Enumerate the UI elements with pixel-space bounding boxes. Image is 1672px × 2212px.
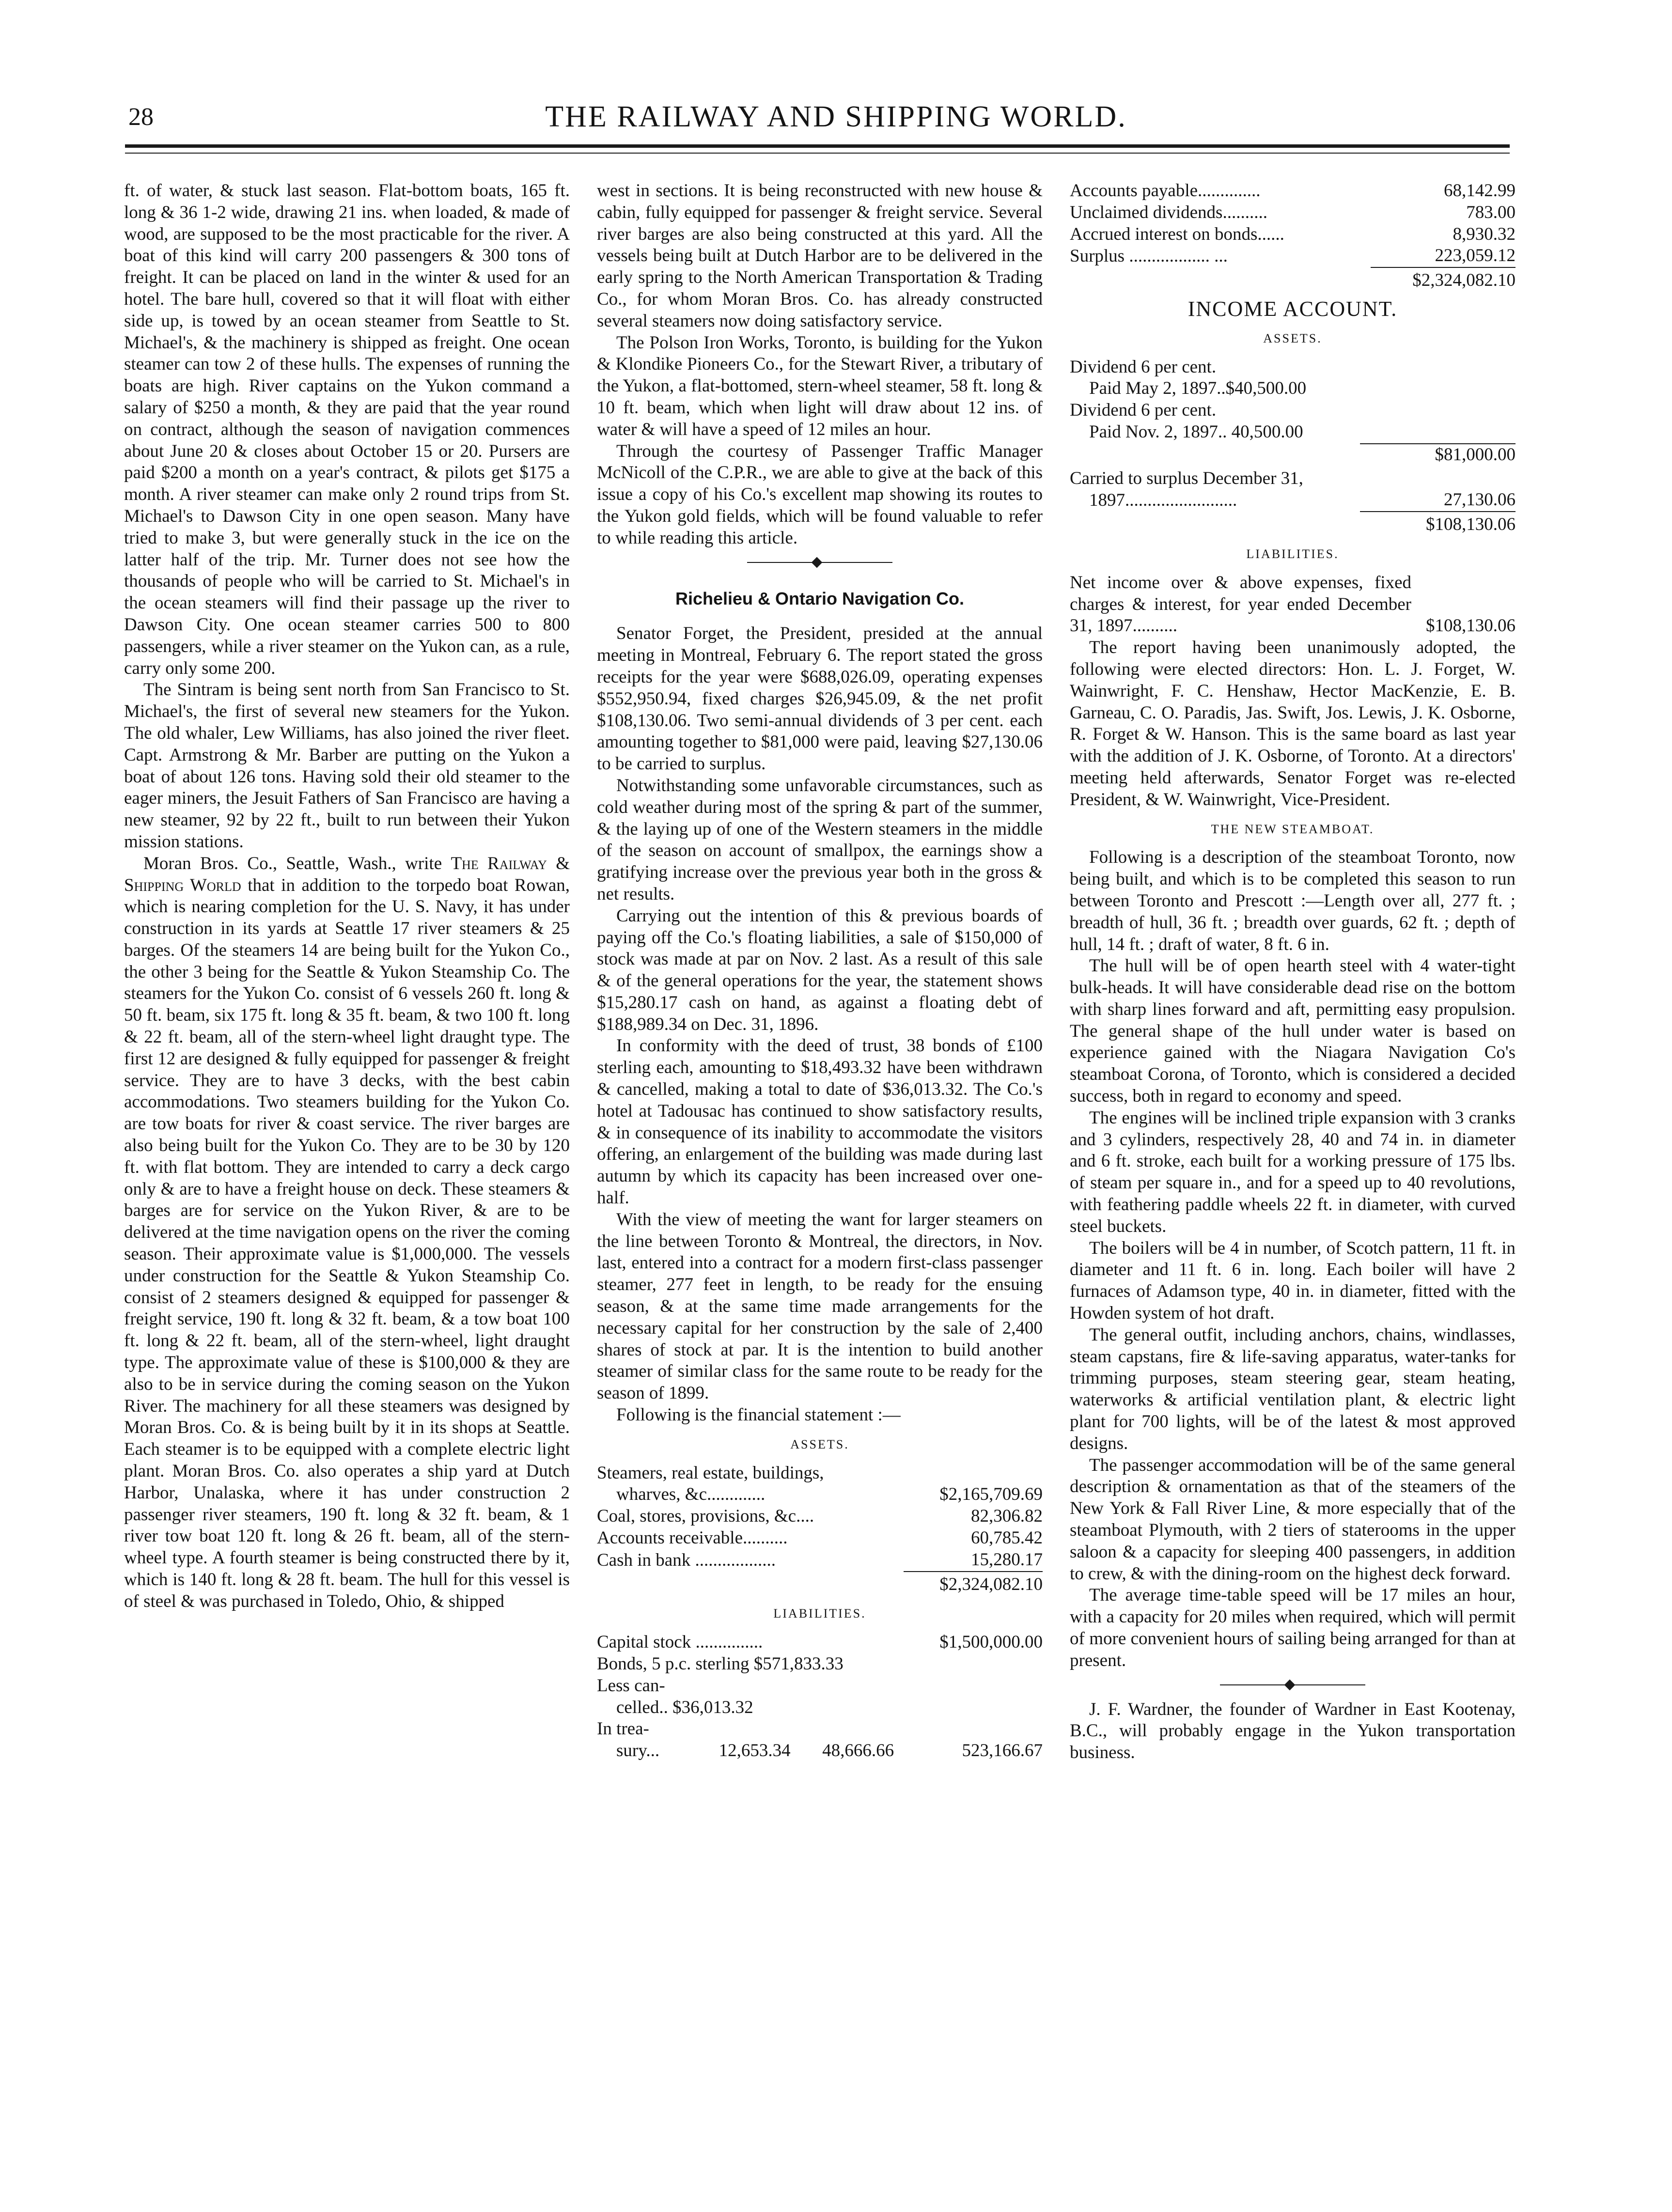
row-amount: 82,306.82 — [971, 1506, 1043, 1527]
table-row — [597, 1463, 1043, 1484]
dividends-total: $81,000.00 — [1360, 444, 1516, 466]
paragraph: With the view of meeting the want for larger steamers on the line between Toronto & Montreal, the directors, in Nov. last, entered into a contract for a modern first-class passenger steamer, 277 feet in length, to be ready for the ensuing season, & at the same time made arrangements for the necessary capital for her construction by the sale of 2,400 shares of stock at par. It is the intention to build another steamer of similar class for the same route to be ready for the season of 1899. — [597, 1209, 1043, 1403]
table-row — [1070, 224, 1516, 246]
total-row — [1070, 444, 1516, 466]
table-row — [597, 1653, 1043, 1675]
assets-heading: ASSETS. — [790, 1437, 849, 1451]
total-row — [1070, 267, 1516, 292]
row-amount: 68,142.99 — [1444, 181, 1516, 201]
row-amount: 27,130.06 — [1444, 490, 1516, 510]
column-2 — [597, 180, 1043, 2118]
assets-total: $2,324,082.10 — [904, 1572, 1043, 1596]
paragraph: Following is a description of the steamboat Toronto, now being built, and which is to be completed this season to run between Toronto and Prescott :—Length over all, 277 ft. ; breadth of hull, 36 ft. ; breadth over guards, 62 ft. ; depth of hull, 14 ft. ; draft of water, 8 ft. 6 in. — [1070, 847, 1516, 954]
column-1 — [124, 180, 570, 2118]
row-label: Less can- — [597, 1675, 665, 1696]
row-amount: $1,500,000.00 — [939, 1632, 1043, 1652]
table-row — [597, 1675, 1043, 1697]
paragraph: Senator Forget, the President, presided at the annual meeting in Montreal, February 6. The report stated the gross receipts for the year were $688,026.09, operating expenses $552,950.94, fixed charges $26,945.09, & the net profit $108,130.06. Two semi-annual dividends of 3 per cent. each amounting together to $81,000 were paid, leaving $27,130.06 to be carried to surplus. — [597, 623, 1043, 774]
table-row — [1070, 489, 1516, 512]
row-label: Accounts receivable.......... — [597, 1528, 788, 1548]
paragraph: In conformity with the deed of trust, 38 bonds of £100 sterling each, amounting to $18,493.32 have been withdrawn & cancelled, making a total to date of $36,013.32. The Co.'s hotel at Tadousac has continued to show satisfactory results, & in consequence of its inability to accommodate the visitors offering, an enlargement of the building was made during last autumn by which its capacity has been increased over one-half. — [597, 1036, 1043, 1208]
row-amount: 523,166.67 — [962, 1741, 1043, 1761]
table-row — [1070, 357, 1516, 378]
liabilities-table — [597, 1632, 1043, 1762]
row-label: Paid May 2, 1897..$40,500.00 — [1089, 378, 1307, 399]
income-total: $108,130.06 — [1360, 512, 1516, 536]
income-assets-table — [1070, 357, 1516, 536]
row-label: Net income over & above expenses, fixed charges & interest, for year ended December 31, 1897.......... — [1070, 572, 1411, 636]
paragraph: The boilers will be 4 in number, of Scotch pattern, 11 ft. in diameter and 11 ft. 6 in. long. Each boiler will have 2 furnaces of Adamson type, 40 in. in diameter, fitted with the Howden system of hot draft. — [1070, 1238, 1516, 1324]
row-label: Paid Nov. 2, 1897.. 40,500.00 — [1089, 421, 1303, 442]
income-account-heading: INCOME ACCOUNT. — [1188, 296, 1398, 321]
table-row — [597, 1549, 1043, 1572]
paragraph: Carrying out the intention of this & previous boards of paying off the Co.'s floating liabilities, a sale of $150,000 of stock was made at par on Nov. 2 last. As a result of this sale & of the general operations for the year, the statement shows $15,280.17 cash on hand, as against a floating debt of $188,989.34 on Dec. 31, 1896. — [597, 905, 1043, 1034]
assets-table — [597, 1463, 1043, 1596]
table-row — [597, 1718, 1043, 1740]
row-amount: $2,165,709.69 — [939, 1484, 1043, 1505]
paragraph: The report having been unanimously adopted, the following were elected directors: Hon. L. J. Forget, W. Wainwright, F. C. Henshaw, Hector MacKenzie, E. B. Garneau, C. O. Paradis, Jas. Swift, Jos. Lewis, J. K. Osborne, R. Forget & W. Hanson. This is the same board as last year with the addition of J. K. Osborne, of Toronto. At a directors' meeting held afterwards, Senator Forget was re-elected President, & W. Wainwright, Vice-President. — [1070, 638, 1516, 810]
row-amount: 48,666.66 — [822, 1741, 894, 1761]
page-number: 28 — [128, 103, 154, 131]
row-label: 1897......................... — [1089, 490, 1237, 511]
row-amount: 15,280.17 — [971, 1549, 1043, 1570]
table-row — [1070, 378, 1516, 400]
total-row — [597, 1572, 1043, 1596]
divider-ornament — [1284, 1679, 1296, 1690]
row-amount: 60,785.42 — [971, 1528, 1043, 1548]
paragraph: The Sintram is being sent north from San Francisco to St. Michael's, the first of several new steamers for the Yukon. The old whaler, Lew Williams, has also joined the river fleet. Capt. Armstrong & Mr. Barber are putting on the Yukon a boat of about 126 tons. Having sold their old steamer to the eager miners, the Jesuit Fathers of San Francisco are having a new steamer, 92 by 22 ft., built to run between their Yukon mission stations. — [124, 680, 570, 852]
liabilities-total: $2,324,082.10 — [1371, 267, 1516, 292]
publication-name: The Railway & Shipping World — [124, 853, 570, 895]
liabilities-continued-table — [1070, 180, 1516, 292]
paragraph: The general outfit, including anchors, chains, windlasses, steam capstans, fire & life-saving apparatus, water-tanks for trimming purposes, steam steering gear, steam heating, waterworks & artificial ventilation plant, & electric light plant for 700 lights, will be of the latest & most approved designs. — [1070, 1324, 1516, 1453]
paragraph: The passenger accommodation will be of the same general description & ornamentation as that of the steamers of the New York & Fall River Line, & more especially that of the steamboat Plymouth, with 2 tiers of staterooms in the upper saloon & a capacity for sleeping 400 passengers, in addition to crew, & with the dining-room on the highest deck forward. — [1070, 1455, 1516, 1584]
income-assets-heading: ASSETS. — [1263, 331, 1322, 345]
table-row — [597, 1527, 1043, 1549]
liabilities-heading: LIABILITIES. — [773, 1606, 866, 1621]
running-title: THE RAILWAY AND SHIPPING WORLD. — [545, 100, 1127, 133]
row-label: Surplus .................. ... — [1070, 246, 1228, 266]
paragraph: Through the courtesy of Passenger Traffic Manager McNicoll of the C.P.R., we are able to give at the back of this issue a copy of his Co.'s excellent map showing its routes to the Yukon gold fields, which will be found valuable to refer to while reading this article. — [597, 441, 1043, 548]
paragraph: J. F. Wardner, the founder of Wardner in East Kootenay, B.C., will probably engage in the Yukon transportation business. — [1070, 1699, 1516, 1763]
paragraph: The engines will be inclined triple expansion with 3 cranks and 3 cylinders, respectively 28, 40 and 74 in. in diameter and 6 ft. stroke, each built for a working pressure of 175 lbs. of steam per square in., and for a speed up to 40 revolutions, with feathering paddle wheels 22 ft. in diameter, with curved steel buckets. — [1070, 1107, 1516, 1236]
row-label: Coal, stores, provisions, &c.... — [597, 1506, 814, 1527]
table-row — [1070, 421, 1516, 444]
income-liabilities-table — [1070, 572, 1516, 637]
row-label: Bonds, 5 p.c. sterling $571,833.33 — [597, 1654, 844, 1674]
divider-ornament — [812, 557, 823, 568]
table-row — [597, 1506, 1043, 1527]
row-label: In trea- — [597, 1719, 649, 1739]
row-label: wharves, &c............. — [616, 1484, 766, 1505]
paragraph: west in sections. It is being reconstructed with new house & cabin, fully equipped for passenger & freight service. Several river barges are also being constructed at this yard. All the vessels being built at Dutch Harbor are to be delivered in the early spring to the North American Transportation & Trading Co., for whom Moran Bros. Co. has already constructed several steamers now doing satisfactory service. — [597, 181, 1043, 331]
text-span: that in addition to the torpedo boat Rowan, which is nearing completion for the U. S. Navy, it has under construction in its yards at Seattle 17 river steamers & 25 barges. Of the steamers 14 are being built for the Yukon Co., the other 3 being for the Seattle & Yukon Steamship Co. The steamers for the Yukon Co. consist of 6 vessels 260 ft. long & 50 ft. beam, six 175 ft. long & 35 ft. beam, & two 100 ft. long & 22 ft. beam, all of the stern-wheel light draught type. The first 12 are designed & fully equipped for passenger & freight service. They are to have 3 decks, with the best cabin accommodations. Two steamers building for the Yukon Co. are tow boats for river & coast service. The river barges are also being built for the Yukon Co. They are to be 30 by 120 ft. with flat bottom. They are intended to carry a deck cargo only & are to have a freight house on deck. These steamers & barges are for service on the Yukon River, & are to be delivered at the time navigation opens on the river the coming season. Their approximate value is $1,000,000. The vessels under construction for the Seattle & Yukon Steamship Co. consist of 2 steamers designed & equipped for passenger & freight service, 190 ft. long & 32 ft. beam, & a tow boat 100 ft. long & 22 ft. beam, all of the stern-wheel, light draught type. The approximate value of these is $100,000 & they are also to be in service during the coming season on the Yukon River. The machinery for all these steamers was designed by Moran Bros. Co. & is being built by it in its shops at Seattle. Each steamer is to be equipped with a complete electric light plant. Moran Bros. Co. also operates a ship yard at Dutch Harbor, Unalaska, where it has under construction 2 passenger river steamers, 190 ft. long & 32 ft. beam, & 1 river tow boat 120 ft. long & 26 ft. beam, all of the stern-wheel type. A fourth steamer is being constructed there by it, which is 140 ft. long & 28 ft. beam. The hull for this vessel is of steel & was purchased in Toledo, Ohio, & shipped — [124, 875, 570, 1611]
row-label: Carried to surplus December 31, — [1070, 468, 1303, 488]
row-label: Accrued interest on bonds...... — [1070, 224, 1284, 244]
section-heading: Richelieu & Ontario Navigation Co. — [675, 588, 965, 608]
table-row — [597, 1632, 1043, 1653]
paragraph: ft. of water, & stuck last season. Flat-bottom boats, 165 ft. long & 36 1-2 wide, drawing 21 ins. when loaded, & made of wood, are supposed to be the most practicable for the river. A boat of this kind will carry 200 passengers & 300 tons of freight. It can be placed on land in the winter & used for an hotel. The bare hull, covered so that it will float with either side up, is towed by an ocean steamer from Seattle to St. Michael's, & the machinery is shipped as freight. One ocean steamer can tow 2 of these hulls. The expenses of running the boats are high. River captains on the Yukon command a salary of $250 a month, & they are paid that the year round on contract, although the season of navigation commences about June 20 & closes about October 15 or 20. Pursers are paid $200 a month on a year's contract, & pilots get $175 a month. A river steamer can make only 2 round trips from St. Michael's to Dawson City in one open season. Many have tried to make 3, but were generally stuck in the ice on the latter half of the trip. Mr. Turner does not see how the thousands of people who will be carried to St. Michael's in the ocean steamers will find their passage up the river to Dawson City. One ocean steamer carries 500 to 800 passengers, while a river steamer on the Yukon can, as a rule, carry only some 200. — [124, 181, 570, 678]
row-amount: 8,930.32 — [1453, 224, 1516, 244]
table-row — [1070, 572, 1516, 637]
paragraph: The hull will be of open hearth steel with 4 water-tight bulk-heads. It will have considerable dead rise on the bottom with sharp lines forward and aft, permitting easy propulsion. The general shape of the hull under water is based on experience gained with the Niagara Navigation Co's steamboat Corona, of Toronto, which is considered a decided success, both in regard to economy and speed. — [1070, 956, 1516, 1106]
row-amount — [904, 1463, 1043, 1484]
paragraph: Notwithstanding some unfavorable circumstances, such as cold weather during most of the spring & part of the summer, & the laying up of one of the Western steamers in the middle of the season on account of smallpox, the earnings show a gratifying increase over the previous year both in the gross & net results. — [597, 775, 1043, 904]
table-row — [1070, 180, 1516, 202]
table-row — [597, 1697, 1043, 1719]
table-row — [1070, 400, 1516, 421]
table-row — [597, 1484, 1043, 1506]
header-rule-thin — [125, 153, 1510, 154]
row-label: Dividend 6 per cent. — [1070, 400, 1217, 421]
row-amount: 223,059.12 — [1435, 246, 1516, 266]
row-label: Accounts payable.............. — [1070, 181, 1261, 201]
row-amount: 12,653.34 — [719, 1741, 791, 1761]
row-amount: $108,130.06 — [1426, 616, 1516, 636]
text-span: Moran Bros. Co., Seattle, Wash., write — [143, 853, 451, 873]
row-label: Dividend 6 per cent. — [1070, 357, 1217, 377]
income-liabilities-heading: LIABILITIES. — [1246, 546, 1339, 561]
paragraph: Following is the financial statement :— — [616, 1405, 901, 1425]
column-3 — [1070, 180, 1516, 2118]
paragraph: The average time-table speed will be 17 miles an hour, with a capacity for 20 miles when required, which will permit of more convenient hours of sailing being arranged for than at present. — [1070, 1585, 1516, 1670]
row-label: Capital stock ............... — [597, 1632, 763, 1652]
table-row — [1070, 202, 1516, 224]
steamboat-heading: THE NEW STEAMBOAT. — [1211, 822, 1375, 836]
row-label: Steamers, real estate, buildings, — [597, 1463, 824, 1483]
table-row — [597, 1740, 1043, 1762]
paragraph: The Polson Iron Works, Toronto, is building for the Yukon & Klondike Pioneers Co., for the Stewart River, a tributary of the Yukon, a flat-bottomed, stern-wheel steamer, 58 ft. long & 10 ft. beam, which when light will draw about 12 ins. of water & will have a speed of 12 miles an hour. — [597, 332, 1043, 439]
row-amount: 783.00 — [1466, 202, 1516, 222]
table-row — [1070, 466, 1516, 490]
row-label: sury... — [616, 1741, 660, 1761]
header-rule — [125, 144, 1510, 148]
table-row — [1070, 245, 1516, 267]
row-label: Unclaimed dividends.......... — [1070, 202, 1267, 222]
total-row — [1070, 512, 1516, 536]
section-divider — [597, 549, 1043, 576]
paragraph — [124, 853, 570, 1613]
row-label: Cash in bank .................. — [597, 1550, 776, 1570]
section-divider — [1070, 1672, 1516, 1699]
row-label: celled.. $36,013.32 — [616, 1697, 753, 1717]
